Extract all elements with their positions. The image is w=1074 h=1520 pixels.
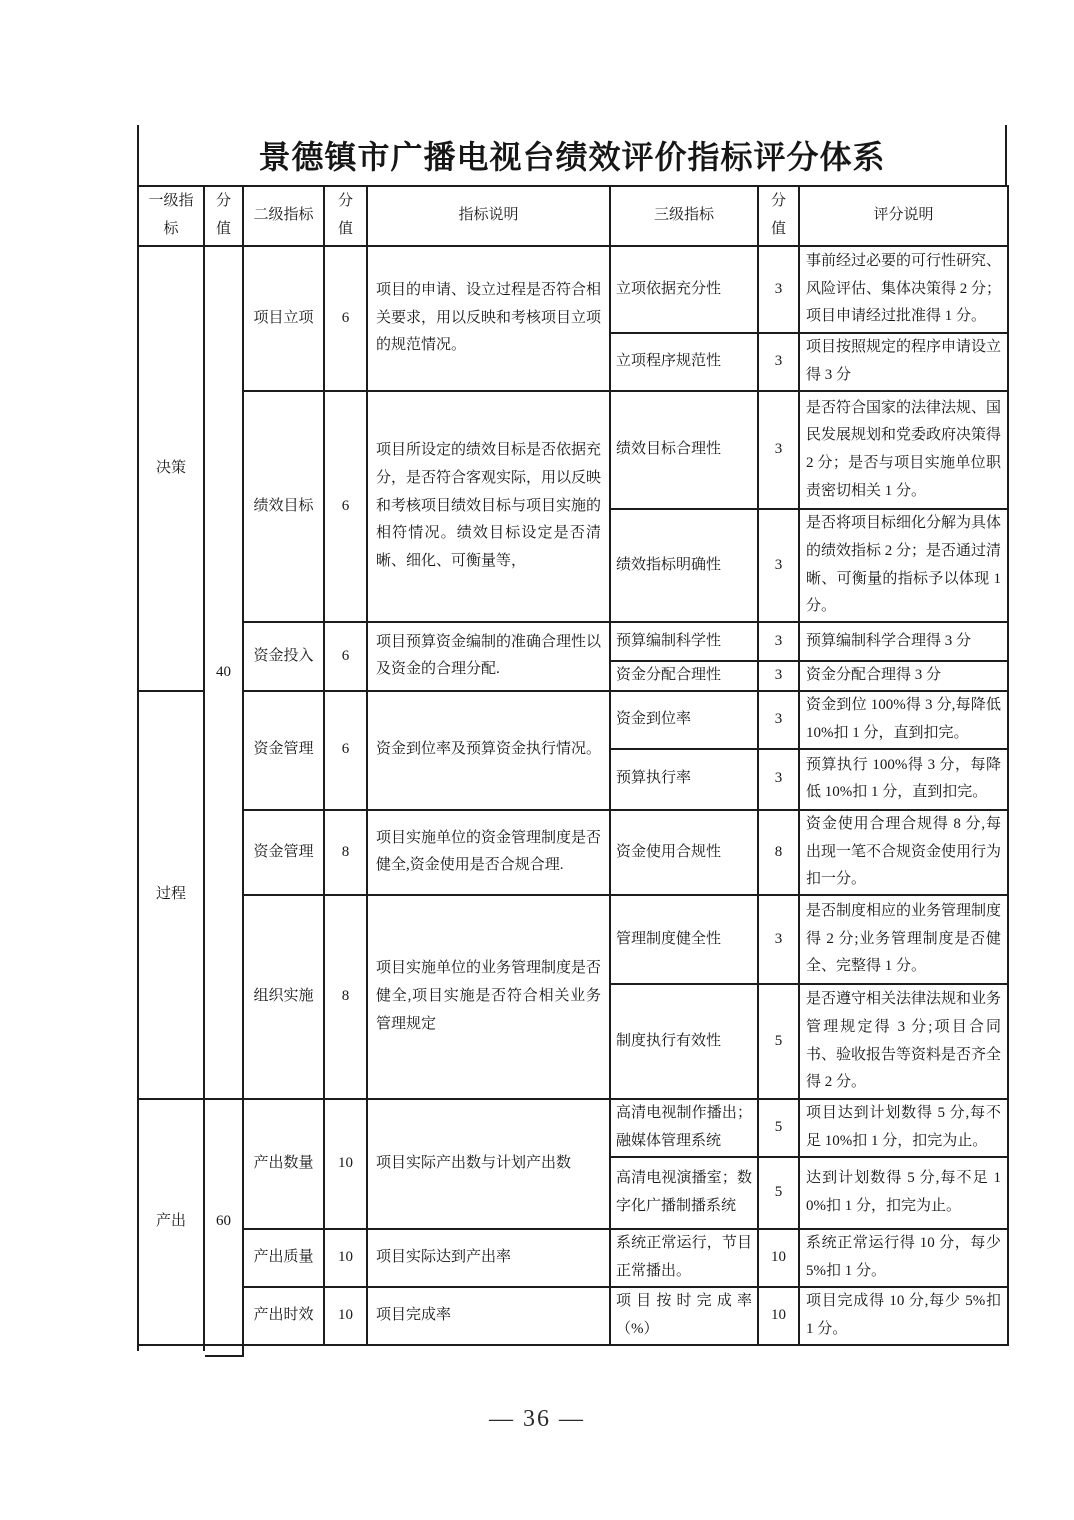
scoring-description-cell: 是否符合国家的法律法规、国民发展规划和党委政府决策得 2 分；是否与项目实施单位职责密切相关 1 分。 — [799, 391, 1008, 509]
level3-cell: 高清电视演播室；数字化广播制播系统 — [610, 1157, 758, 1229]
table-header-row — [138, 186, 1008, 246]
scoring-description-cell: 事前经过必要的可行性研究、风险评估、集体决策得 2 分；项目申请经过批准得 1 分。 — [799, 246, 1008, 333]
level3-score-cell: 3 — [758, 622, 799, 661]
table-row — [138, 622, 1008, 661]
title-block — [137, 125, 1007, 185]
table-bottom-extension — [137, 1346, 1007, 1356]
header-level1-indicator: 一级指标 — [138, 186, 204, 246]
level2-cell: 绩效目标 — [243, 391, 324, 622]
indicator-description-cell: 项目实际达到产出率 — [367, 1229, 610, 1287]
scoring-description-cell: 系统正常运行得 10 分，每少 5%扣 1 分。 — [799, 1229, 1008, 1287]
indicator-description-cell: 项目实际产出数与计划产出数 — [367, 1099, 610, 1229]
level2-score-cell: 8 — [324, 895, 367, 1099]
evaluation-table — [137, 185, 1009, 1346]
indicator-description-cell: 资金到位率及预算资金执行情况。 — [367, 691, 610, 810]
level3-cell: 系统正常运行，节目正常播出。 — [610, 1229, 758, 1287]
table-row — [138, 391, 1008, 509]
scoring-description-cell: 资金使用合理合规得 8 分,每出现一笔不合规资金使用行为扣一分。 — [799, 810, 1008, 895]
header-score-1: 分值 — [204, 186, 243, 246]
level3-score-cell: 3 — [758, 509, 799, 622]
level1-cell: 决策 — [138, 246, 204, 691]
level3-cell: 项目按时完成率（%） — [610, 1287, 758, 1345]
level3-score-cell: 3 — [758, 661, 799, 691]
header-level3-indicator: 三级指标 — [610, 186, 758, 246]
level3-cell: 高清电视制作播出；融媒体管理系统 — [610, 1099, 758, 1157]
header-level2-indicator: 二级指标 — [243, 186, 324, 246]
scoring-description-cell: 项目按照规定的程序申请设立得 3 分 — [799, 333, 1008, 391]
scoring-description-cell: 项目达到计划数得 5 分,每不足 10%扣 1 分，扣完为止。 — [799, 1099, 1008, 1157]
column-line-extension — [205, 1346, 244, 1357]
level3-score-cell: 8 — [758, 810, 799, 895]
level1-score-cell: 60 — [204, 1099, 243, 1345]
level1-score-cell: 40 — [204, 246, 243, 1099]
page-number: — 36 — — [489, 1406, 585, 1432]
level3-score-cell: 5 — [758, 1157, 799, 1229]
level3-score-cell: 5 — [758, 1099, 799, 1157]
level2-score-cell: 8 — [324, 810, 367, 895]
indicator-description-cell: 项目完成率 — [367, 1287, 610, 1345]
indicator-description-cell: 项目预算资金编制的准确合理性以及资金的合理分配. — [367, 622, 610, 691]
document-title: 景德镇市广播电视台绩效评价指标评分体系 — [258, 139, 886, 175]
level1-cell: 产出 — [138, 1099, 204, 1345]
level3-cell: 资金使用合规性 — [610, 810, 758, 895]
scoring-description-cell: 项目完成得 10 分,每少 5%扣 1 分。 — [799, 1287, 1008, 1345]
scoring-description-cell: 资金到位 100%得 3 分,每降低 10%扣 1 分，直到扣完。 — [799, 691, 1008, 749]
scoring-description-cell: 预算执行 100%得 3 分，每降低 10%扣 1 分，直到扣完。 — [799, 749, 1008, 810]
level3-score-cell: 3 — [758, 691, 799, 749]
level3-score-cell: 10 — [758, 1287, 799, 1345]
header-score-3: 分值 — [758, 186, 799, 246]
table-row — [138, 1099, 1008, 1157]
level2-score-cell: 10 — [324, 1229, 367, 1287]
level3-score-cell: 3 — [758, 895, 799, 984]
column-line-extension — [137, 1346, 205, 1351]
level2-score-cell: 6 — [324, 691, 367, 810]
scoring-description-cell: 是否制度相应的业务管理制度得 2 分;业务管理制度是否健全、完整得 1 分。 — [799, 895, 1008, 984]
table-row — [138, 810, 1008, 895]
indicator-description-cell: 项目实施单位的资金管理制度是否健全,资金使用是否合规合理. — [367, 810, 610, 895]
level2-cell: 资金管理 — [243, 691, 324, 810]
level2-cell: 产出数量 — [243, 1099, 324, 1229]
level3-cell: 制度执行有效性 — [610, 984, 758, 1099]
table-row — [138, 895, 1008, 984]
level2-cell: 产出时效 — [243, 1287, 324, 1345]
level3-cell: 绩效目标合理性 — [610, 391, 758, 509]
level3-cell: 资金到位率 — [610, 691, 758, 749]
indicator-description-cell: 项目的申请、设立过程是否符合相关要求，用以反映和考核项目立项的规范情况。 — [367, 246, 610, 391]
level3-score-cell: 3 — [758, 749, 799, 810]
level2-score-cell: 6 — [324, 246, 367, 391]
table-row — [138, 1287, 1008, 1345]
level3-cell: 管理制度健全性 — [610, 895, 758, 984]
level2-cell: 产出质量 — [243, 1229, 324, 1287]
document-sheet — [137, 125, 1007, 1356]
header-scoring-description: 评分说明 — [799, 186, 1008, 246]
scoring-description-cell: 资金分配合理得 3 分 — [799, 661, 1008, 691]
level2-score-cell: 6 — [324, 622, 367, 691]
indicator-description-cell: 项目所设定的绩效目标是否依据充分，是否符合客观实际，用以反映和考核项目绩效目标与项目实施的相符情况。绩效目标设定是否清晰、细化、可衡量等， — [367, 391, 610, 622]
level3-score-cell: 3 — [758, 391, 799, 509]
scoring-description-cell: 是否将项目标细化分解为具体的绩效指标 2 分；是否通过清晰、可衡量的指标予以体现 1 分。 — [799, 509, 1008, 622]
level2-score-cell: 10 — [324, 1287, 367, 1345]
level3-cell: 预算执行率 — [610, 749, 758, 810]
table-row — [138, 1229, 1008, 1287]
level3-cell: 预算编制科学性 — [610, 622, 758, 661]
level3-cell: 绩效指标明确性 — [610, 509, 758, 622]
scoring-description-cell: 达到计划数得 5 分,每不足 10%扣 1 分，扣完为止。 — [799, 1157, 1008, 1229]
level2-cell: 组织实施 — [243, 895, 324, 1099]
level2-score-cell: 10 — [324, 1099, 367, 1229]
header-score-2: 分值 — [324, 186, 367, 246]
level2-score-cell: 6 — [324, 391, 367, 622]
level2-cell: 项目立项 — [243, 246, 324, 391]
scoring-description-cell: 预算编制科学合理得 3 分 — [799, 622, 1008, 661]
level3-cell: 立项依据充分性 — [610, 246, 758, 333]
header-indicator-description: 指标说明 — [367, 186, 610, 246]
indicator-description-cell: 项目实施单位的业务管理制度是否健全,项目实施是否符合相关业务管理规定 — [367, 895, 610, 1099]
level3-cell: 资金分配合理性 — [610, 661, 758, 691]
table-row — [138, 246, 1008, 333]
level3-score-cell: 5 — [758, 984, 799, 1099]
scoring-description-cell: 是否遵守相关法律法规和业务管理规定得 3 分;项目合同书、验收报告等资料是否齐全得 2 分。 — [799, 984, 1008, 1099]
table-row — [138, 691, 1008, 749]
level3-score-cell: 3 — [758, 333, 799, 391]
level3-score-cell: 3 — [758, 246, 799, 333]
level3-cell: 立项程序规范性 — [610, 333, 758, 391]
level2-cell: 资金投入 — [243, 622, 324, 691]
level3-score-cell: 10 — [758, 1229, 799, 1287]
level1-cell: 过程 — [138, 691, 204, 1099]
level2-cell: 资金管理 — [243, 810, 324, 895]
